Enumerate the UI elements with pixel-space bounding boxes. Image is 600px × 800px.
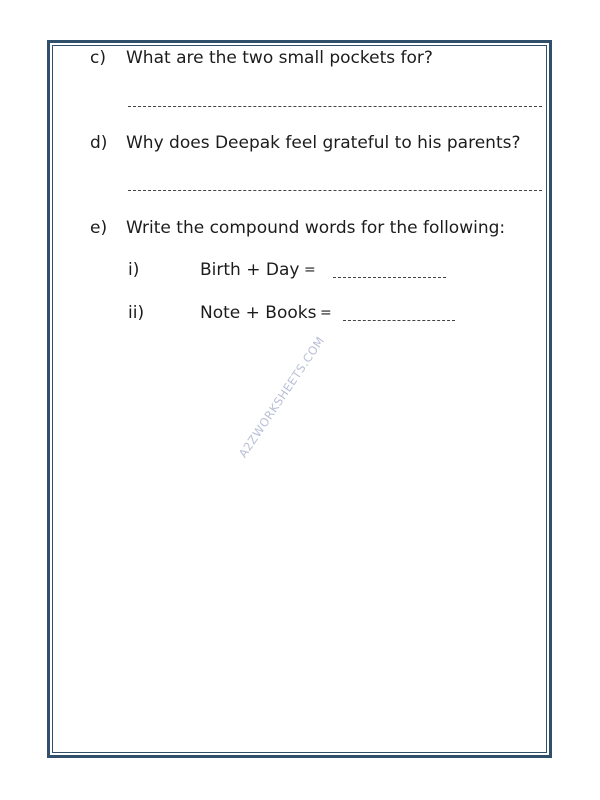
question-d-text: Why does Deepak feel grateful to his parents? (126, 133, 521, 153)
question-c (90, 48, 433, 68)
compound-item-i-equals: = (304, 262, 316, 278)
compound-item-ii-blank[interactable] (343, 320, 455, 321)
answer-line-c[interactable] (128, 106, 542, 107)
watermark: A2ZWORKSHEETS.COM (235, 333, 328, 461)
answer-line-d[interactable] (128, 190, 542, 191)
question-e-text: Write the compound words for the following: (126, 218, 506, 238)
compound-item-ii-text: Note + Books (200, 303, 317, 323)
question-e (90, 218, 505, 238)
question-e-marker: e) (90, 218, 108, 238)
question-d-marker: d) (90, 133, 108, 153)
question-c-marker: c) (90, 48, 106, 68)
question-c-text: What are the two small pockets for? (126, 48, 433, 68)
compound-item-i-marker: i) (128, 260, 140, 280)
question-d (90, 133, 521, 153)
compound-item-ii-equals: = (320, 305, 332, 321)
compound-item-i-text: Birth + Day (200, 260, 300, 280)
compound-item-i-blank[interactable] (333, 277, 446, 278)
compound-item-ii-marker: ii) (128, 303, 145, 323)
